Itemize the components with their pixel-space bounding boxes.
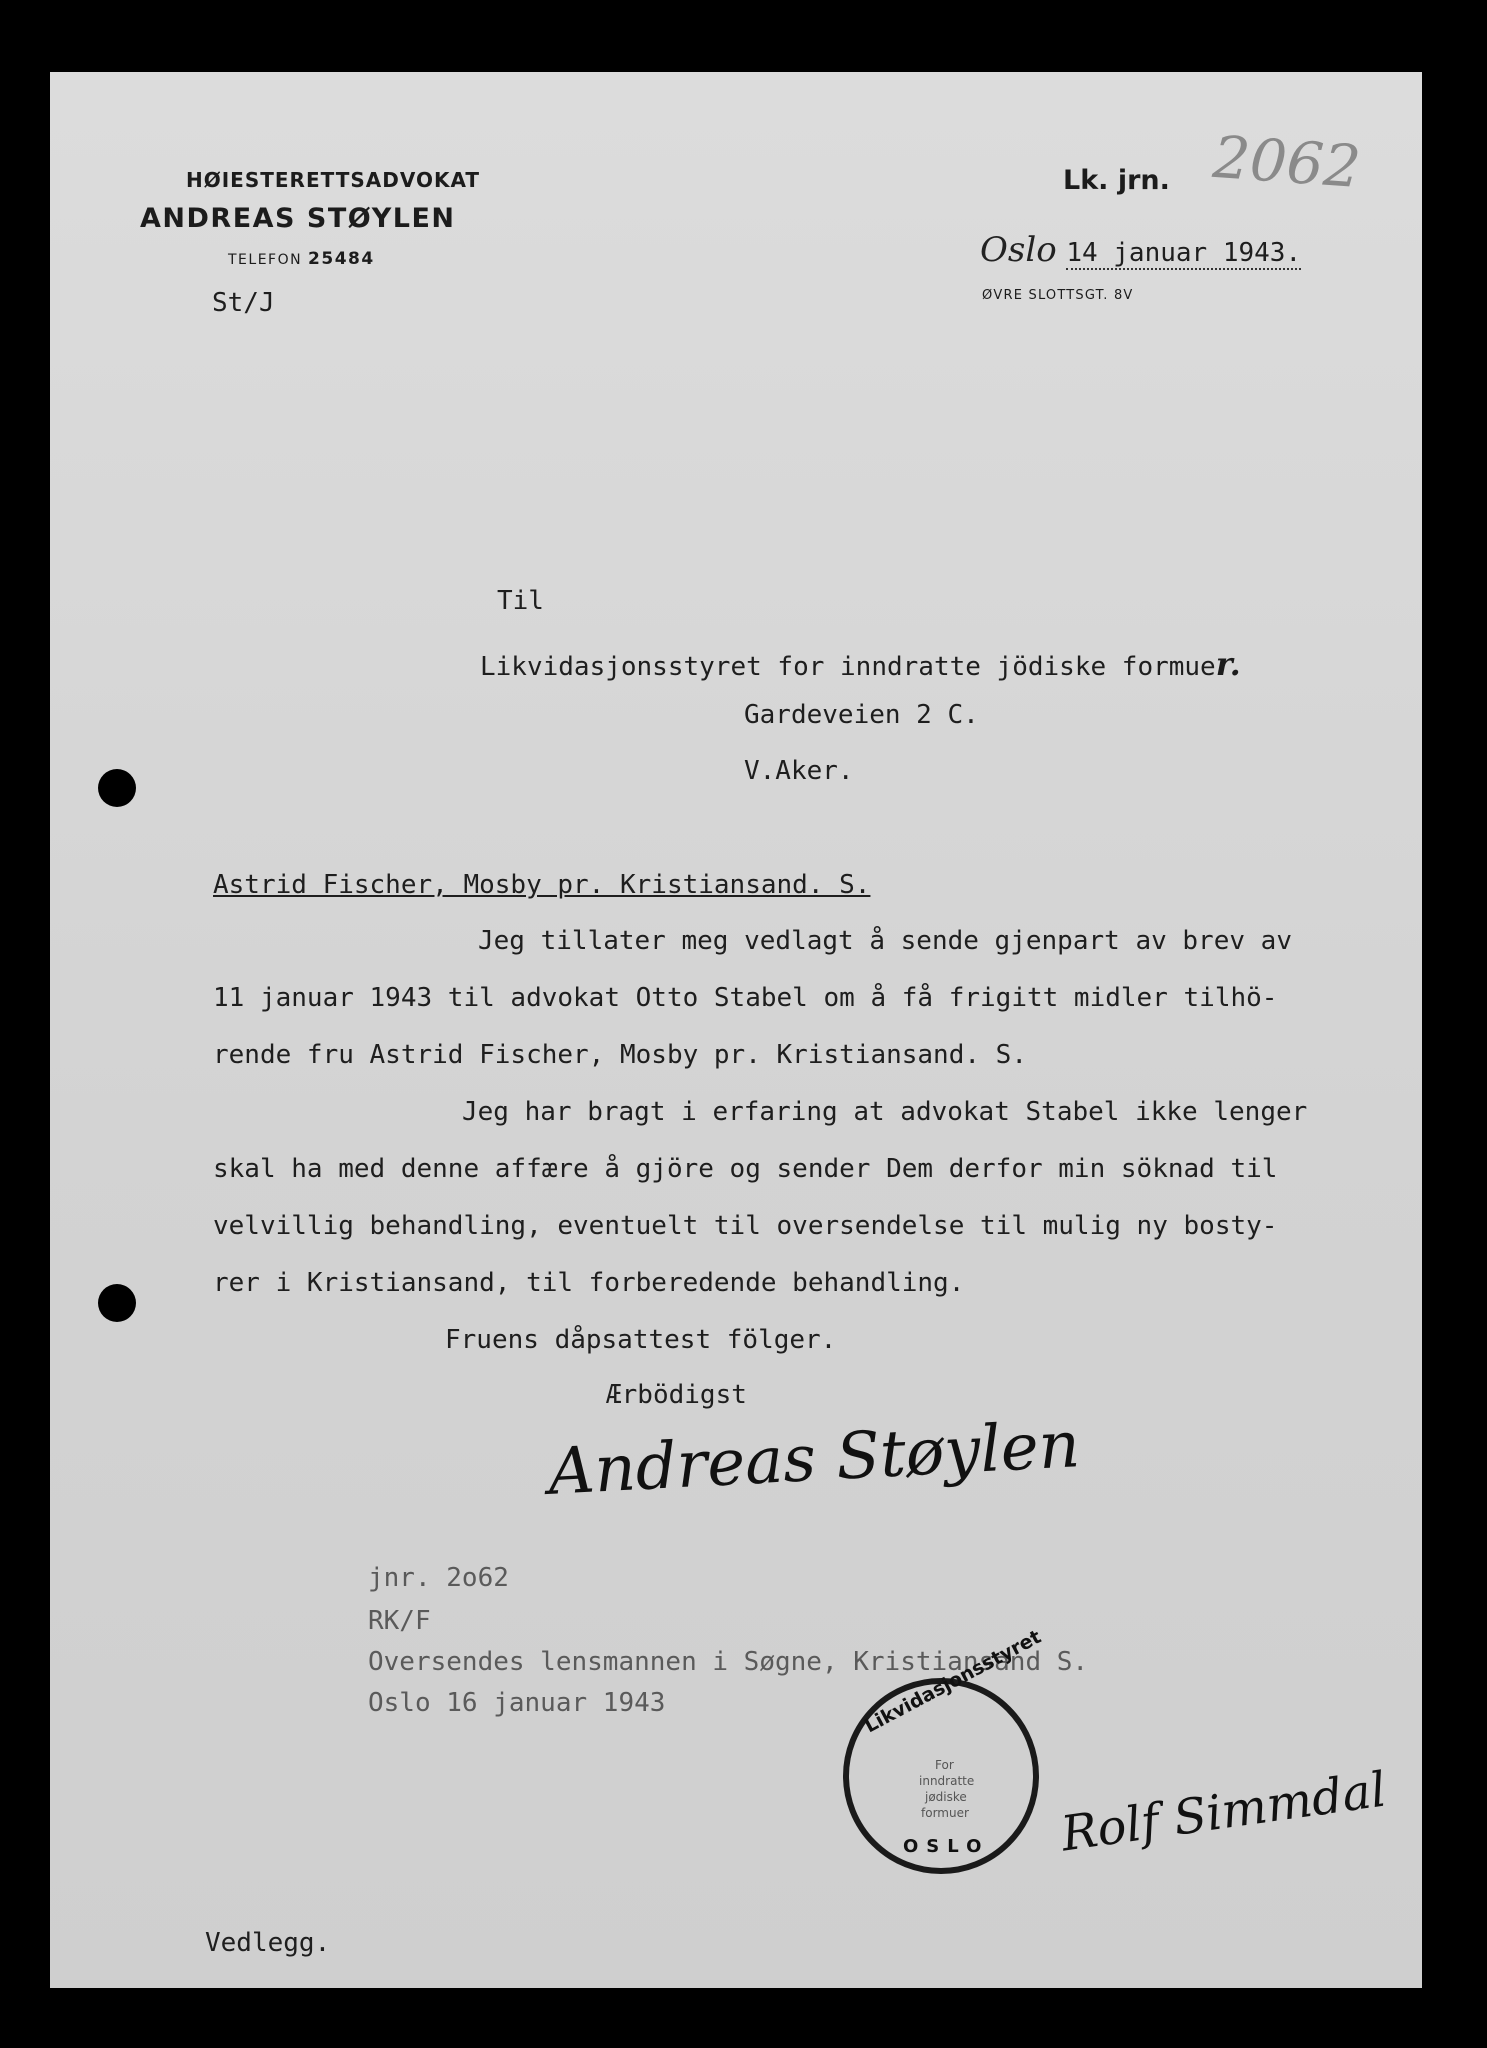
punch-hole-bottom [98,1284,136,1322]
endorsement-line2: RK/F [368,1606,431,1636]
dateline [980,230,1301,270]
body-p1-line2: 11 januar 1943 til advokat Otto Stabel om å få frigitt midler tilhö- [213,983,1278,1013]
signature-sender: Andreas Støylen [546,1408,1082,1510]
telefon-number: 25484 [308,249,375,269]
body-p1-line1: Jeg tillater meg vedlagt å sende gjenpart av brev av [478,926,1292,956]
city-handwritten: Oslo [980,230,1057,270]
body-p2-line1: Jeg har bragt i erfaring at advokat Stabel ikke lenger [462,1097,1308,1127]
enclosure: Vedlegg. [205,1928,331,1958]
endorsement-line3: Oversendes lensmannen i Søgne, Kristiansand S. [368,1647,1089,1677]
body-p2-line2: skal ha med denne affære å gjöre og sender Dem derfor min söknad til [213,1154,1278,1184]
recipient-name: Likvidasjonsstyret for inndratte jödiske formue [480,652,1216,682]
recipient-line1 [480,645,1241,683]
stamp-inner-1: For [935,1758,954,1772]
punch-hole-top [98,769,136,807]
letter-page [50,72,1422,1988]
stamp-city: OSLO [903,1836,990,1857]
sender-address: ØVRE SLOTTSGT. 8V [982,288,1134,303]
official-stamp [843,1625,1045,1874]
closing: Ærbödigst [606,1380,747,1410]
letterhead-name: ANDREAS STØYLEN [140,203,456,234]
letter-date: 14 januar 1943. [1066,238,1302,268]
stamp-inner-4: formuer [921,1806,969,1820]
letterhead-telefon [228,249,375,269]
recipient-place: V.Aker. [744,756,854,786]
stamp-inner-2: inndratte [919,1774,975,1788]
journal-number-handwritten: 2062 [1210,122,1363,202]
endorsement-line1: jnr. 2o62 [368,1563,509,1593]
recipient-to: Til [497,586,544,616]
body-p1-line3: rende fru Astrid Fischer, Mosby pr. Kristiansand. S. [213,1040,1027,1070]
endorsement-line4: Oslo 16 januar 1943 [368,1688,666,1718]
journal-label: Lk. jrn. [1063,165,1170,196]
signature-official: Rolf Simmdal [1057,1761,1390,1863]
letterhead-title: HØIESTERETTSADVOKAT [186,168,481,192]
reference-initials: St/J [212,288,275,318]
body-p2-line4: rer i Kristiansand, til forberedende behandling. [213,1268,965,1298]
body-p2-line3: velvillig behandling, eventuelt til oversendelse til mulig ny bosty- [213,1211,1278,1241]
subject-line: Astrid Fischer, Mosby pr. Kristiansand. S. [213,870,871,900]
recipient-hand-end: r. [1215,645,1241,683]
stamp-ring-text: Likvidasjonsstyret [861,1625,1045,1738]
body-p3: Fruens dåpsattest fölger. [445,1325,837,1355]
telefon-label: TELEFON [228,252,303,268]
stamp-inner-3: jødiske [925,1790,967,1804]
recipient-street: Gardeveien 2 C. [744,700,979,730]
